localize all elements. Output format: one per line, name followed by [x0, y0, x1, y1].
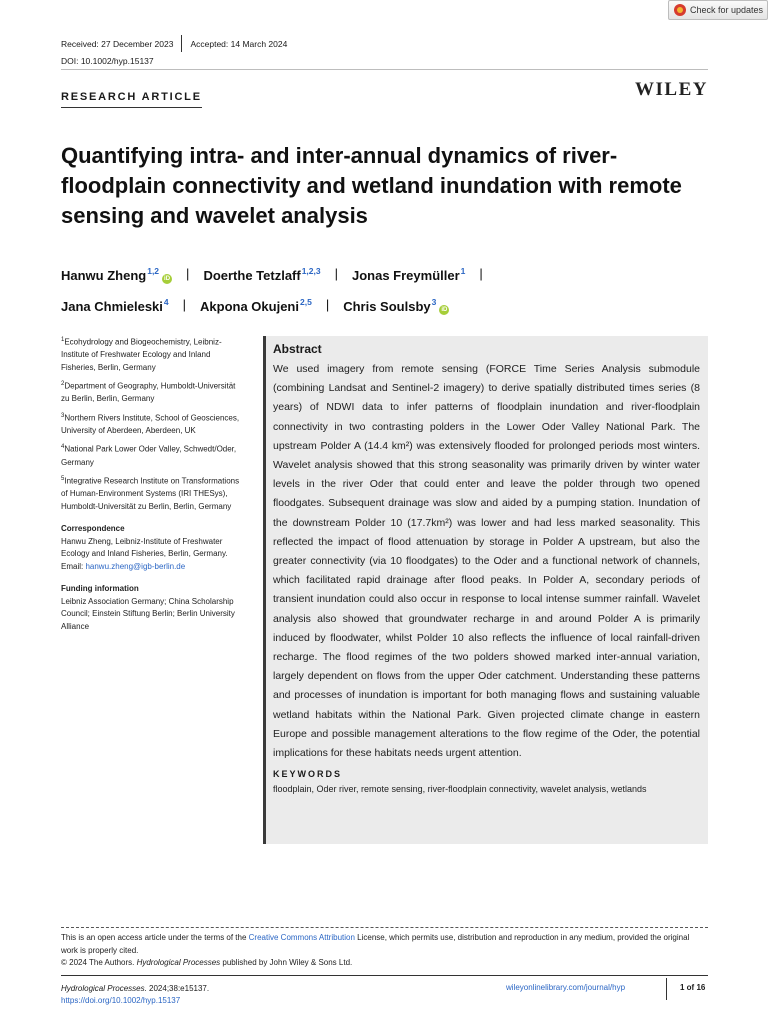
funding-heading: Funding information [61, 584, 139, 594]
author-list [61, 258, 711, 320]
email-link[interactable]: hanwu.zheng@igb-berlin.de [85, 561, 186, 571]
affiliation-item [61, 334, 246, 374]
footnote-rule [61, 927, 708, 928]
author-affiliation-number[interactable]: 4 [163, 297, 169, 307]
article-dates [61, 38, 287, 49]
author-line-1 [61, 258, 711, 289]
affiliation-text: Northern Rivers Institute, School of Geosciences, University of Aberdeen, Aberdeen, UK [61, 413, 240, 435]
author-name: Jana Chmieleski [61, 299, 163, 314]
article-title: Quantifying intra- and inter-annual dynamics of river-floodplain connectivity and wetland inundation with remote sensing and wavelet analysis [61, 143, 682, 228]
correspondence-text [61, 536, 246, 574]
author[interactable] [200, 289, 312, 320]
author-affiliation-number[interactable]: 1 [460, 266, 466, 276]
citation-info: 2024;38:e15137. [146, 984, 210, 993]
affiliation-text: Integrative Research Institute on Transformations of Human-Environment Systems (IRI THESys), Humboldt-Universität zu Berlin, Berlin, Germany [61, 476, 240, 511]
affiliation-item [61, 410, 246, 438]
author-name: Chris Soulsby [343, 299, 431, 314]
author-affiliation-number[interactable]: 3 [431, 297, 437, 307]
author-separator: | [325, 296, 330, 312]
license-note [61, 932, 708, 970]
author-name: Hanwu Zheng [61, 268, 147, 283]
journal-name: Hydrological Processes. [61, 984, 147, 993]
email-label: Email: [61, 561, 86, 571]
author-separator: | [186, 265, 190, 281]
copyright-post: published by John Wiley & Sons Ltd. [220, 958, 353, 967]
journal-citation [61, 983, 209, 1007]
footer-rule [61, 975, 708, 976]
accepted-date: Accepted: 14 March 2024 [190, 38, 288, 49]
doi: DOI: 10.1002/hyp.15137 [61, 56, 154, 66]
orcid-icon[interactable]: iD [441, 307, 448, 313]
affiliation-item [61, 378, 246, 406]
correspondence-address: Hanwu Zheng, Leibniz-Institute of Freshwater Ecology and Inland Fisheries, Berlin, Germany. [61, 536, 228, 559]
funding-text: Leibniz Association Germany; China Scholarship Council; Einstein Stiftung Berlin; Berlin University Alliance [61, 596, 235, 631]
license-pre: This is an open access article under the terms of the [61, 933, 249, 942]
meta-divider [181, 35, 182, 52]
author[interactable] [61, 289, 169, 320]
author-affiliation-number[interactable]: 1,2,3 [301, 266, 321, 276]
creative-commons-link[interactable]: Creative Commons Attribution [248, 933, 355, 942]
doi-link[interactable]: https://doi.org/10.1002/hyp.15137 [61, 996, 181, 1005]
article-type-underline [61, 107, 202, 108]
received-date: Received: 27 December 2023 [61, 38, 174, 49]
check-for-updates-button[interactable] [668, 0, 768, 20]
article-type: RESEARCH ARTICLE [61, 91, 202, 103]
copyright-pre: © 2024 The Authors. [61, 958, 137, 967]
affiliation-number: 5 [61, 476, 65, 483]
author-affiliation-number[interactable]: 2,5 [299, 297, 312, 307]
keywords-list: floodplain, Oder river, remote sensing, river-floodplain connectivity, wavelet analysis, wetlands [273, 784, 647, 795]
header-rule [61, 69, 708, 70]
affiliation-item [61, 473, 246, 513]
author-line-2 [61, 289, 711, 320]
publisher-logo: WILEY [635, 79, 708, 100]
page-number: 1 of 16 [680, 983, 706, 992]
correspondence-heading: Correspondence [61, 524, 125, 534]
author-name: Jonas Freymüller [352, 268, 460, 283]
orcid-icon[interactable]: iD [164, 276, 171, 282]
check-for-updates-label: Check for updates [690, 5, 764, 15]
author[interactable] [343, 289, 449, 320]
abstract-box [263, 336, 708, 844]
author-affiliation-number[interactable]: 1,2 [147, 266, 160, 276]
affiliation-item [61, 441, 246, 469]
license-post: License, which permits use, distribution and reproduction in any medium, provided the original work is properly cited. [61, 933, 690, 955]
affiliation-text: National Park Lower Oder Valley, Schwedt/Oder, Germany [61, 445, 237, 467]
affiliation-number: 3 [61, 412, 65, 419]
author-separator: | [479, 265, 483, 281]
copyright-journal: Hydrological Processes [136, 958, 221, 967]
page-divider [666, 978, 667, 1000]
abstract-text: We used imagery from remote sensing (FORCE Time Series Analysis submodule (combining Landsat and Sentinel-2 imagery) to derive spatially distributed times series (8 years) of NDWI data to infer patterns of floodplain inundation and river-floodplain connectivity in two contrasting polders in the Lower Oder Valley National Park. The upstream Polder A (14.4 km²) was extensively flooded for prolonged periods most winters. Wavelet analysis showed that this strong seasonality was primarily driven by winter water levels in the river Oder that could enter and leave the polder through two opened floodgates. Subsequent drainage was slow and aided by a pumping station. Inundation of the downstream Polder 10 (17.7km²) was lower and had less marked seasonality. This reflected the impact of flood attenuation by storage in Polder A upstream, but also the greater connectivity (via 10 floodgates) to the Oder and a functional network of channels, which facilitated rapid drainage after flood peaks. In Polder A, secondary periods of transient inundation could also occur in response to local intense summer rainfall. Wavelet analysis also showed that groundwater recharge in and around Polder A is primarily induced by floodwater, whilst Polder 10 also reflects the influence of local rainfall-driven recharge. The flood regimes of the two polders showed marked inter-annual variation, largely dependent on flows from the upper Oder catchment. Understanding these patterns and processes of inundation is important for both managing flows and sustaining valuable wetland habitats within the National Park. Given projected climate change in eastern Europe and possible management alterations to the flow regime of the Oder, the potential implications for these habitats needs urgent attention. [273, 363, 700, 760]
author-separator: | [182, 296, 187, 312]
journal-website-link[interactable]: wileyonlinelibrary.com/journal/hyp [506, 983, 626, 992]
author-name: Doerthe Tetzlaff [203, 268, 301, 283]
affiliation-text: Department of Geography, Humboldt-Universität zu Berlin, Berlin, Germany [61, 381, 236, 404]
affiliation-text: Ecohydrology and Biogeochemistry, Leibniz-Institute of Freshwater Ecology and Inland Fisheries, Berlin, Germany [61, 337, 222, 372]
affiliation-number: 2 [61, 381, 65, 388]
crossmark-icon [674, 4, 686, 16]
affiliation-number: 4 [61, 444, 65, 451]
author-separator: | [334, 265, 338, 281]
author[interactable] [61, 258, 172, 289]
abstract-heading: Abstract [273, 342, 322, 356]
affiliation-number: 1 [61, 337, 65, 343]
keywords-heading: KEYWORDS [273, 769, 343, 780]
author[interactable] [203, 258, 320, 289]
affiliation-list [61, 334, 246, 513]
affiliations-column [61, 334, 246, 633]
author[interactable] [352, 258, 465, 289]
author-name: Akpona Okujeni [200, 299, 299, 314]
